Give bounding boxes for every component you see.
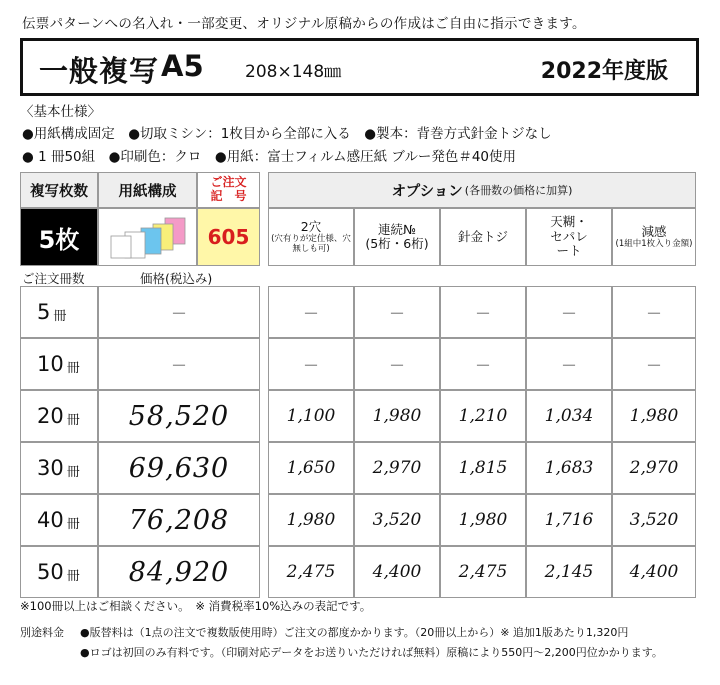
row-count <box>20 442 98 494</box>
row-option-price: 1,980 <box>354 390 440 442</box>
row-price: 84,920 <box>98 546 260 598</box>
row-price: 58,520 <box>98 390 260 442</box>
product-name: 一般複写 <box>39 54 160 88</box>
row-option-price: 1,100 <box>268 390 354 442</box>
extra-fee-line-1: ●版替料は（1点の注文で複数版使用時）ご注文の都度かかります。（20冊以上から）※ 追加1版あたり1,320円 <box>80 626 629 639</box>
option-header-desensitize-note: (1組中1枚入り金額) <box>615 239 693 250</box>
paper-sheets-icon <box>103 212 193 262</box>
row-option-price: 1,716 <box>526 494 612 546</box>
row-option-price: 4,400 <box>354 546 440 598</box>
order-code-value: 605 <box>197 208 260 266</box>
row-option-price: － <box>526 286 612 338</box>
option-header-numbering-label: 連続№ <box>377 221 416 237</box>
row-option-price: － <box>268 286 354 338</box>
row-count-unit: 冊 <box>66 516 80 532</box>
option-header-holes <box>268 208 354 266</box>
row-option-price: 1,980 <box>440 494 526 546</box>
option-header-staple: 針金トジ <box>440 208 526 266</box>
option-header-holes-label: 2穴 <box>300 218 322 234</box>
row-option-price: 2,970 <box>612 442 696 494</box>
paper-header: 用紙構成 <box>98 172 197 208</box>
row-count <box>20 390 98 442</box>
row-count-unit: 冊 <box>66 360 80 376</box>
row-option-price: 2,970 <box>354 442 440 494</box>
row-price: 69,630 <box>98 442 260 494</box>
row-option-price: 2,475 <box>440 546 526 598</box>
row-price: － <box>98 338 260 390</box>
row-count-number: 50 <box>37 560 64 584</box>
title-box <box>20 38 699 96</box>
extra-fee-label: 別途料金 <box>20 626 64 639</box>
row-count-unit: 冊 <box>53 308 67 324</box>
paper-configuration <box>98 208 197 266</box>
copies-header: 複写枚数 <box>20 172 98 208</box>
row-count-number: 10 <box>37 352 64 376</box>
copies-value: 5枚 <box>20 208 98 266</box>
order-code-header-line2: 記 号 <box>210 189 247 203</box>
option-header-holes-note: (穴有りが定仕様、穴無しも可) <box>271 234 351 255</box>
row-option-price: － <box>612 286 696 338</box>
spec-line-1: ●用紙構成固定 ●切取ミシン：1枚目から全部に入る ●製本：背巻方式針金トジなし <box>22 126 552 142</box>
option-header-desensitize <box>612 208 696 266</box>
row-count <box>20 286 98 338</box>
order-code-header-line1: ご注文 <box>210 175 247 190</box>
row-count-number: 20 <box>37 404 64 428</box>
row-count-number: 30 <box>37 456 64 480</box>
row-option-price: 1,980 <box>268 494 354 546</box>
row-count <box>20 546 98 598</box>
price-subheader: 価格(税込み) <box>140 271 213 286</box>
row-option-price: 1,034 <box>526 390 612 442</box>
row-option-price: 1,650 <box>268 442 354 494</box>
row-option-price: 1,815 <box>440 442 526 494</box>
product-dimensions: 208×148㎜ <box>245 62 342 82</box>
row-option-price: － <box>526 338 612 390</box>
options-title: オプション <box>391 183 463 200</box>
row-count-number: 5 <box>37 300 51 324</box>
row-option-price: 1,683 <box>526 442 612 494</box>
order-code-header <box>197 172 260 208</box>
row-option-price: 4,400 <box>612 546 696 598</box>
row-option-price: 3,520 <box>612 494 696 546</box>
option-header-desensitize-label: 減感 <box>641 223 667 239</box>
spec-heading: 〈基本仕様〉 <box>20 104 101 120</box>
row-price: 76,208 <box>98 494 260 546</box>
option-header-glue-separate: 天糊・セパレート <box>526 208 612 266</box>
row-option-price: － <box>440 286 526 338</box>
options-header <box>268 172 696 208</box>
row-count-unit: 冊 <box>66 464 80 480</box>
row-option-price: － <box>440 338 526 390</box>
row-option-price: 2,475 <box>268 546 354 598</box>
row-count-unit: 冊 <box>66 412 80 428</box>
options-note: (各冊数の価格に加算) <box>464 184 573 197</box>
product-size: A5 <box>161 49 204 83</box>
row-option-price: － <box>612 338 696 390</box>
row-count <box>20 338 98 390</box>
row-option-price: － <box>268 338 354 390</box>
row-option-price: 2,145 <box>526 546 612 598</box>
row-count <box>20 494 98 546</box>
spec-line-2: ● 1 冊50組 ●印刷色：クロ ●用紙：富士フィルム感圧紙 ブルー発色＃40使用 <box>22 149 516 165</box>
row-option-price: － <box>354 338 440 390</box>
footnote: ※100冊以上はご相談ください。 ※ 消費税率10%込みの表記です。 <box>20 599 372 613</box>
option-header-numbering-note: (5桁・6桁) <box>365 236 429 251</box>
row-option-price: 3,520 <box>354 494 440 546</box>
sheet-white-1 <box>111 236 131 258</box>
row-price: － <box>98 286 260 338</box>
row-count-number: 40 <box>37 508 64 532</box>
option-header-numbering <box>354 208 440 266</box>
notice-text: 伝票パターンへの名入れ・一部変更、オリジナル原稿からの作成はご自由に指示できます。 <box>22 16 586 32</box>
edition-label: 2022年度版 <box>540 59 668 84</box>
extra-fee-line-2: ●ロゴは初回のみ有料です。（印刷対応データをお送りいただければ無料）原稿により550円～2,200円位かかります。 <box>80 646 663 659</box>
row-option-price: － <box>354 286 440 338</box>
row-option-price: 1,210 <box>440 390 526 442</box>
row-option-price: 1,980 <box>612 390 696 442</box>
row-count-unit: 冊 <box>66 568 80 584</box>
count-subheader: ご注文冊数 <box>22 271 85 286</box>
